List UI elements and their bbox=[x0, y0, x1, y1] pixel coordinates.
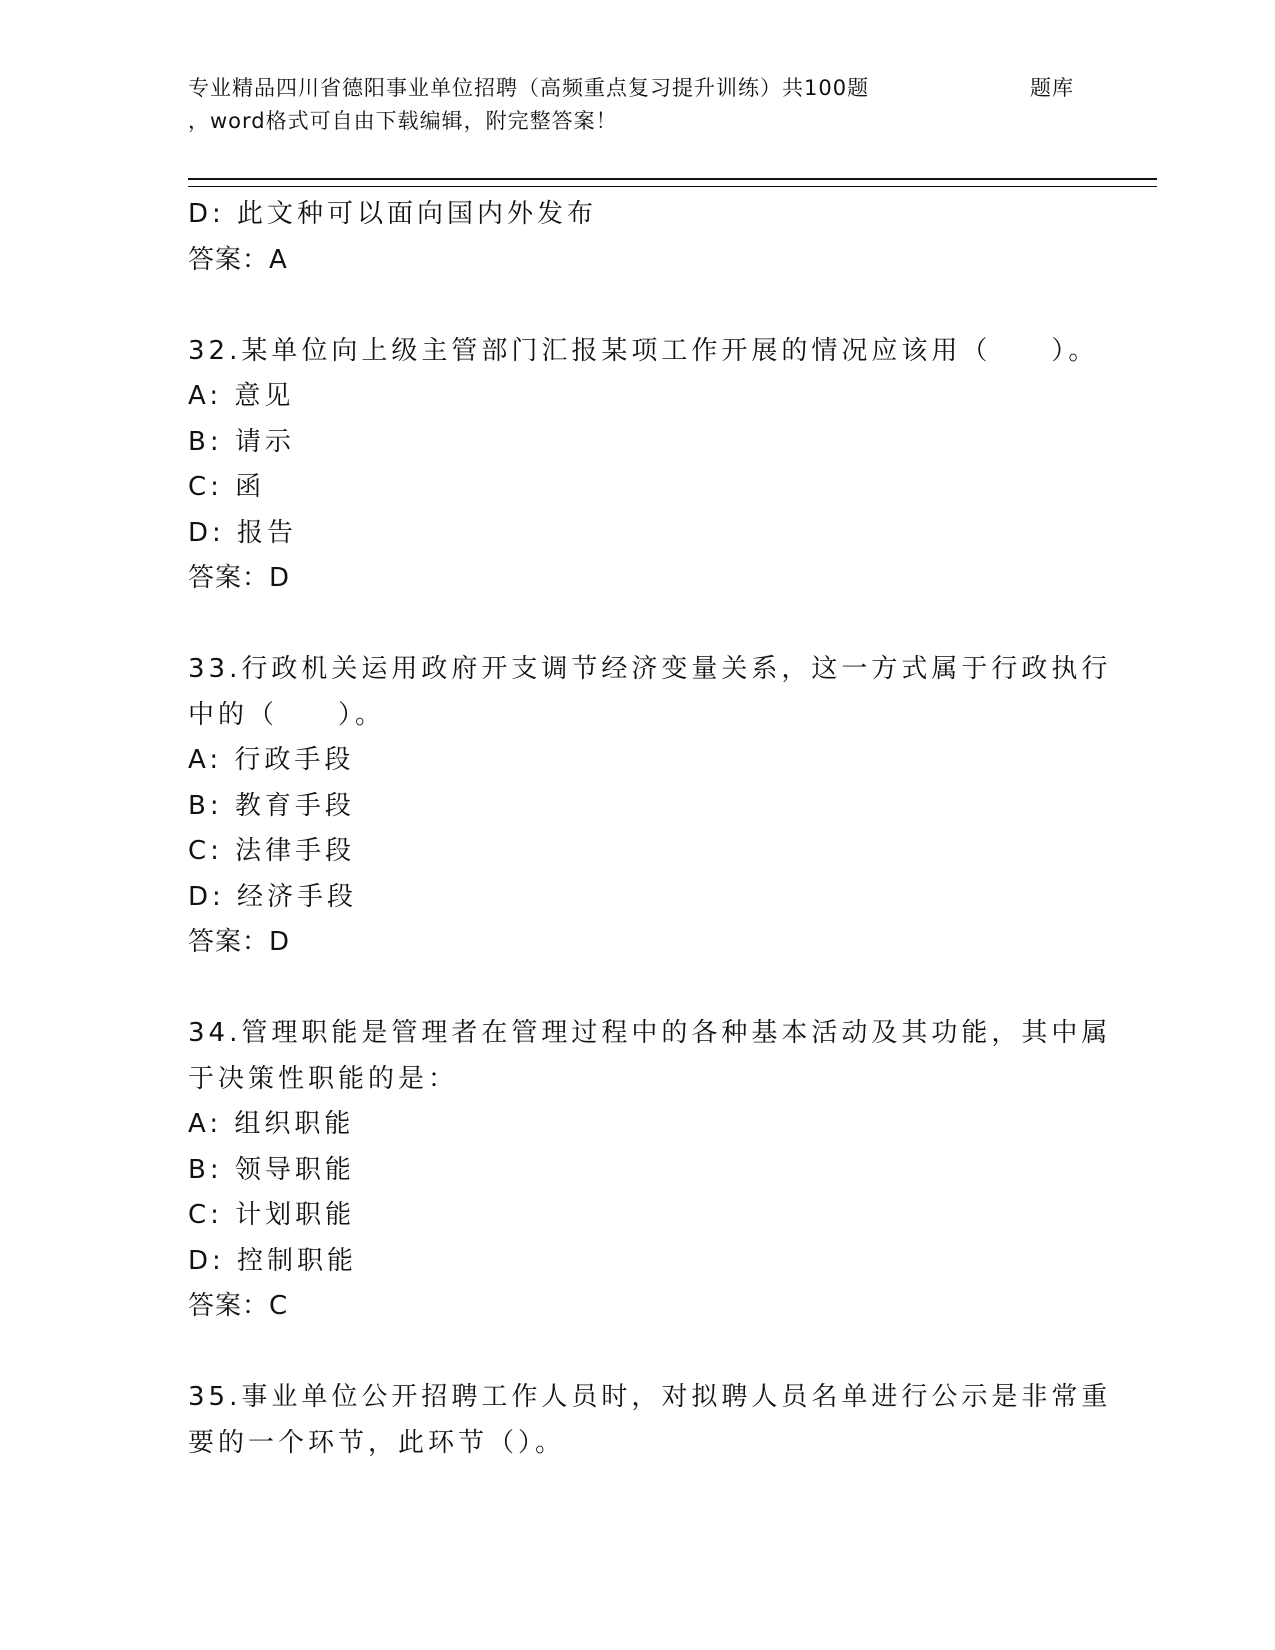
spacer bbox=[188, 283, 1088, 329]
question-33 bbox=[188, 647, 1112, 966]
spacer bbox=[188, 602, 1088, 648]
spacer bbox=[188, 1330, 1088, 1376]
question-stem: 32.某单位向上级主管部门汇报某项工作开展的情况应该用（ ）。 bbox=[188, 335, 1099, 366]
question-stem: 35.事业单位公开招聘工作人员时，对拟聘人员名单进行公示是非常重 bbox=[188, 1382, 1112, 1412]
document-subtitle: ，word格式可自由下载编辑，附完整答案！ bbox=[188, 109, 618, 133]
page-header bbox=[188, 72, 1088, 142]
option-a: A: 组织职能 bbox=[188, 1109, 355, 1139]
question-stem: 33.行政机关运用政府开支调节经济变量关系，这一方式属于行政执行 bbox=[188, 654, 1112, 684]
question-stem-continued: 于决策性职能的是： bbox=[188, 1063, 459, 1094]
document-title: 专业精品四川省德阳事业单位招聘（高频重点复习提升训练）共100题 bbox=[188, 76, 870, 100]
question-34 bbox=[188, 1011, 1112, 1330]
option-d: D: 报告 bbox=[188, 517, 298, 548]
option-c: C: 法律手段 bbox=[188, 836, 356, 866]
answer: 答案：A bbox=[188, 244, 288, 275]
option-b: B: 领导职能 bbox=[188, 1154, 355, 1185]
document-tag: 题库 bbox=[1030, 76, 1074, 100]
answer: 答案：C bbox=[188, 1291, 289, 1321]
option-a: A: 意见 bbox=[188, 381, 295, 411]
question-35 bbox=[188, 1375, 1112, 1466]
spacer bbox=[188, 966, 1088, 1012]
option-a: A: 行政手段 bbox=[188, 745, 355, 775]
option-d: D: 经济手段 bbox=[188, 881, 358, 912]
option-b: B: 教育手段 bbox=[188, 790, 355, 821]
question-stem: 34.管理职能是管理者在管理过程中的各种基本活动及其功能，其中属 bbox=[188, 1018, 1112, 1048]
option-d: D: 控制职能 bbox=[188, 1245, 358, 1276]
option-b: B: 请示 bbox=[188, 426, 295, 457]
header-divider bbox=[188, 178, 1157, 187]
option-d: D: 此文种可以面向国内外发布 bbox=[188, 199, 598, 229]
question-stem-continued: 中的（ ）。 bbox=[188, 699, 386, 730]
answer: 答案：D bbox=[188, 563, 291, 593]
question-list bbox=[188, 192, 1112, 1466]
option-c: C: 计划职能 bbox=[188, 1200, 356, 1230]
option-c: C: 函 bbox=[188, 472, 266, 502]
question-stem-continued: 要的一个环节，此环节（）。 bbox=[188, 1427, 566, 1458]
answer: 答案：D bbox=[188, 927, 291, 957]
question-32 bbox=[188, 329, 1099, 602]
